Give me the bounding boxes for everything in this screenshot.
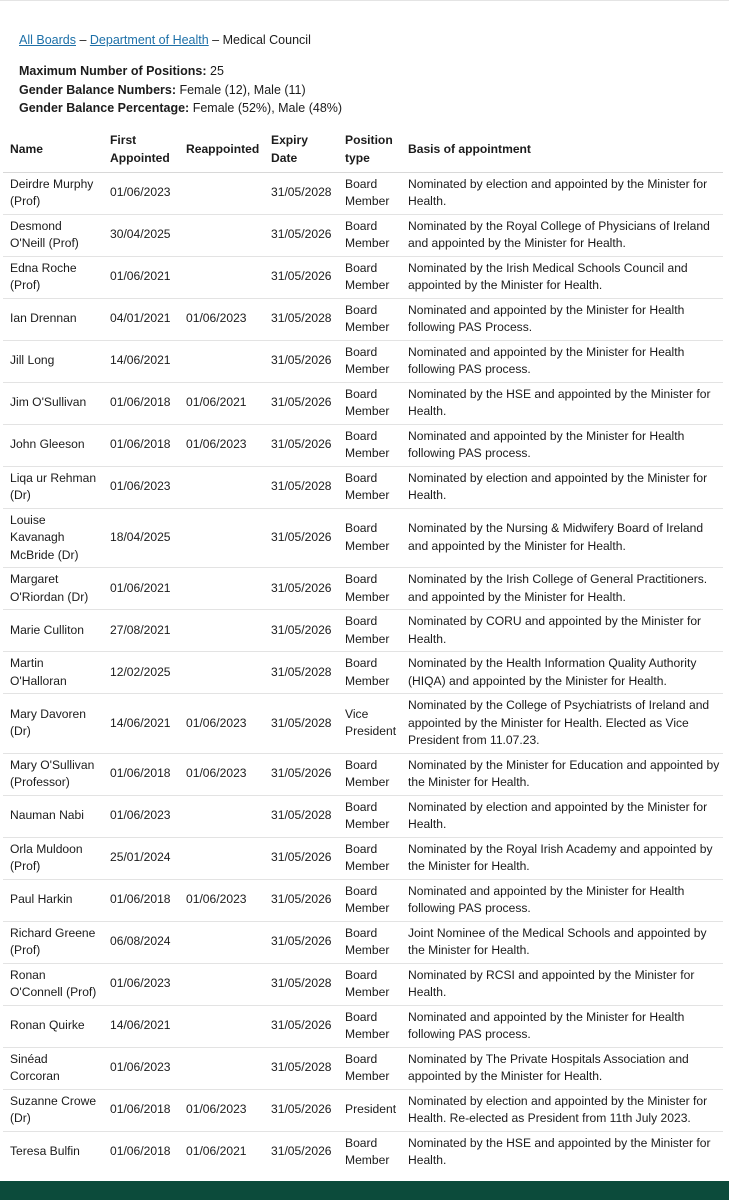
gender-numbers-value: Female (12), Male (11): [176, 82, 306, 97]
cell-first-appointed: 06/08/2024: [103, 921, 179, 963]
breadcrumb-separator: –: [75, 33, 90, 47]
cell-name: Martin O'Halloran: [3, 652, 103, 694]
cell-expiry: 31/05/2026: [264, 508, 338, 568]
cell-name: Sinéad Corcoran: [3, 1047, 103, 1089]
table-row: [3, 879, 723, 921]
cell-reappointed: 01/06/2023: [179, 1089, 264, 1131]
cell-name: Jill Long: [3, 340, 103, 382]
cell-reappointed: [179, 1047, 264, 1089]
cell-expiry: 31/05/2026: [264, 610, 338, 652]
cell-reappointed: [179, 652, 264, 694]
cell-basis: Nominated by the Health Information Quality Authority (HIQA) and appointed by the Minister for Health.: [401, 652, 723, 694]
table-row: [3, 837, 723, 879]
members-table: [3, 128, 723, 1173]
header-basis: Basis of appointment: [401, 128, 723, 172]
cell-expiry: 31/05/2026: [264, 879, 338, 921]
cell-name: Jim O'Sullivan: [3, 382, 103, 424]
gender-percentage-label: Gender Balance Percentage:: [19, 101, 190, 115]
cell-basis: Nominated and appointed by the Minister for Health following PAS process.: [401, 879, 723, 921]
cell-first-appointed: 14/06/2021: [103, 1005, 179, 1047]
cell-name: Richard Greene (Prof): [3, 921, 103, 963]
cell-expiry: 31/05/2026: [264, 568, 338, 610]
cell-reappointed: 01/06/2023: [179, 694, 264, 754]
cell-basis: Nominated by election and appointed by the Minister for Health.: [401, 466, 723, 508]
header-first-appointed: First Appointed: [103, 128, 179, 172]
cell-expiry: 31/05/2028: [264, 298, 338, 340]
table-row: [3, 652, 723, 694]
cell-expiry: 31/05/2026: [264, 424, 338, 466]
breadcrumb: [19, 32, 311, 48]
cell-first-appointed: 01/06/2018: [103, 1089, 179, 1131]
cell-expiry: 31/05/2026: [264, 214, 338, 256]
breadcrumb-separator: –: [208, 33, 223, 47]
table-row: [3, 424, 723, 466]
cell-expiry: 31/05/2026: [264, 753, 338, 795]
table-row: [3, 921, 723, 963]
cell-name: Suzanne Crowe (Dr): [3, 1089, 103, 1131]
cell-reappointed: 01/06/2023: [179, 298, 264, 340]
breadcrumb-current: Medical Council: [222, 33, 311, 47]
gender-numbers-label: Gender Balance Numbers:: [19, 82, 176, 97]
table-row: [3, 466, 723, 508]
cell-position: Board Member: [338, 382, 401, 424]
breadcrumb-link-all-boards[interactable]: All Boards: [19, 33, 76, 47]
cell-basis: Nominated by the College of Psychiatrists of Ireland and appointed by the Minister for Health. Elected as Vice President from 11.07.23.: [401, 694, 723, 754]
table-row: [3, 1005, 723, 1047]
cell-name: Desmond O'Neill (Prof): [3, 214, 103, 256]
cell-expiry: 31/05/2026: [264, 1005, 338, 1047]
table-row: [3, 172, 723, 214]
cell-reappointed: 01/06/2023: [179, 753, 264, 795]
cell-first-appointed: 01/06/2023: [103, 795, 179, 837]
cell-name: Mary Davoren (Dr): [3, 694, 103, 754]
table-header-row: [3, 128, 723, 172]
table-row: [3, 1047, 723, 1089]
header-reappointed: Reappointed: [179, 128, 264, 172]
cell-reappointed: [179, 1005, 264, 1047]
cell-name: Marie Culliton: [3, 610, 103, 652]
cell-name: Edna Roche (Prof): [3, 256, 103, 298]
cell-first-appointed: 27/08/2021: [103, 610, 179, 652]
cell-reappointed: [179, 340, 264, 382]
cell-first-appointed: 01/06/2023: [103, 466, 179, 508]
cell-name: Louise Kavanagh McBride (Dr): [3, 508, 103, 568]
footer-bar: [0, 1181, 729, 1200]
cell-basis: Nominated by the Nursing & Midwifery Board of Ireland and appointed by the Minister for Health.: [401, 508, 723, 568]
cell-expiry: 31/05/2026: [264, 256, 338, 298]
cell-expiry: 31/05/2028: [264, 466, 338, 508]
cell-position: Board Member: [338, 652, 401, 694]
cell-expiry: 31/05/2026: [264, 382, 338, 424]
cell-expiry: 31/05/2028: [264, 172, 338, 214]
cell-expiry: 31/05/2028: [264, 652, 338, 694]
table-row: [3, 508, 723, 568]
cell-expiry: 31/05/2028: [264, 963, 338, 1005]
table-row: [3, 610, 723, 652]
cell-reappointed: [179, 172, 264, 214]
cell-basis: Nominated by RCSI and appointed by the Minister for Health.: [401, 963, 723, 1005]
table-row: [3, 753, 723, 795]
table-row: [3, 795, 723, 837]
header-expiry-date: Expiry Date: [264, 128, 338, 172]
cell-reappointed: 01/06/2021: [179, 382, 264, 424]
max-positions-value: 25: [206, 64, 224, 78]
cell-position: Board Member: [338, 1047, 401, 1089]
cell-reappointed: [179, 256, 264, 298]
cell-first-appointed: 01/06/2021: [103, 568, 179, 610]
cell-basis: Nominated by the Royal Irish Academy and appointed by the Minister for Health.: [401, 837, 723, 879]
cell-reappointed: [179, 466, 264, 508]
cell-basis: Nominated and appointed by the Minister for Health following PAS Process.: [401, 298, 723, 340]
cell-name: Ronan Quirke: [3, 1005, 103, 1047]
cell-position: Vice President: [338, 694, 401, 754]
cell-first-appointed: 18/04/2025: [103, 508, 179, 568]
max-positions-label: Maximum Number of Positions:: [19, 64, 207, 78]
cell-name: Teresa Bulfin: [3, 1131, 103, 1173]
cell-reappointed: [179, 963, 264, 1005]
cell-basis: Nominated by the Irish Medical Schools Council and appointed by the Minister for Health.: [401, 256, 723, 298]
cell-reappointed: [179, 921, 264, 963]
cell-basis: Nominated and appointed by the Minister for Health following PAS process.: [401, 1005, 723, 1047]
cell-position: Board Member: [338, 753, 401, 795]
table-row: [3, 568, 723, 610]
table-row: [3, 694, 723, 754]
table-row: [3, 963, 723, 1005]
cell-first-appointed: 01/06/2018: [103, 1131, 179, 1173]
cell-expiry: 31/05/2026: [264, 921, 338, 963]
cell-position: Board Member: [338, 340, 401, 382]
table-row: [3, 382, 723, 424]
cell-first-appointed: 01/06/2018: [103, 753, 179, 795]
cell-position: Board Member: [338, 795, 401, 837]
cell-first-appointed: 14/06/2021: [103, 340, 179, 382]
cell-name: Paul Harkin: [3, 879, 103, 921]
cell-position: Board Member: [338, 256, 401, 298]
cell-position: Board Member: [338, 1005, 401, 1047]
cell-position: Board Member: [338, 921, 401, 963]
cell-name: John Gleeson: [3, 424, 103, 466]
cell-position: Board Member: [338, 610, 401, 652]
cell-basis: Nominated by CORU and appointed by the Minister for Health.: [401, 610, 723, 652]
cell-basis: Joint Nominee of the Medical Schools and appointed by the Minister for Health.: [401, 921, 723, 963]
cell-basis: Nominated and appointed by the Minister for Health following PAS process.: [401, 340, 723, 382]
cell-first-appointed: 01/06/2023: [103, 1047, 179, 1089]
cell-name: Margaret O'Riordan (Dr): [3, 568, 103, 610]
max-positions: [19, 62, 342, 81]
cell-reappointed: [179, 508, 264, 568]
cell-first-appointed: 14/06/2021: [103, 694, 179, 754]
cell-first-appointed: 01/06/2023: [103, 963, 179, 1005]
cell-name: Ian Drennan: [3, 298, 103, 340]
cell-expiry: 31/05/2026: [264, 837, 338, 879]
cell-first-appointed: 01/06/2023: [103, 172, 179, 214]
gender-balance-percentage: [19, 99, 342, 118]
table-row: [3, 214, 723, 256]
cell-reappointed: [179, 214, 264, 256]
table-row: [3, 1089, 723, 1131]
cell-first-appointed: 04/01/2021: [103, 298, 179, 340]
cell-basis: Nominated by The Private Hospitals Association and appointed by the Minister for Health.: [401, 1047, 723, 1089]
cell-position: Board Member: [338, 837, 401, 879]
cell-basis: Nominated by election and appointed by the Minister for Health.: [401, 172, 723, 214]
cell-position: Board Member: [338, 466, 401, 508]
cell-reappointed: 01/06/2021: [179, 1131, 264, 1173]
table-row: [3, 1131, 723, 1173]
cell-expiry: 31/05/2028: [264, 694, 338, 754]
cell-basis: Nominated by the HSE and appointed by the Minister for Health.: [401, 1131, 723, 1173]
cell-first-appointed: 01/06/2018: [103, 424, 179, 466]
cell-expiry: 31/05/2028: [264, 795, 338, 837]
cell-expiry: 31/05/2026: [264, 1131, 338, 1173]
cell-position: President: [338, 1089, 401, 1131]
table-row: [3, 340, 723, 382]
gender-percentage-value: Female (52%), Male (48%): [189, 101, 343, 115]
cell-expiry: 31/05/2026: [264, 340, 338, 382]
cell-first-appointed: 25/01/2024: [103, 837, 179, 879]
cell-position: Board Member: [338, 1131, 401, 1173]
cell-position: Board Member: [338, 879, 401, 921]
cell-basis: Nominated by election and appointed by the Minister for Health. Re-elected as President from 11th July 2023.: [401, 1089, 723, 1131]
cell-name: Mary O'Sullivan (Professor): [3, 753, 103, 795]
header-position-type: Position type: [338, 128, 401, 172]
cell-basis: Nominated by election and appointed by the Minister for Health.: [401, 795, 723, 837]
cell-first-appointed: 01/06/2021: [103, 256, 179, 298]
breadcrumb-link-department[interactable]: Department of Health: [89, 33, 209, 47]
cell-basis: Nominated by the Royal College of Physicians of Ireland and appointed by the Minister for Health.: [401, 214, 723, 256]
cell-reappointed: 01/06/2023: [179, 424, 264, 466]
cell-name: Ronan O'Connell (Prof): [3, 963, 103, 1005]
cell-basis: Nominated and appointed by the Minister for Health following PAS process.: [401, 424, 723, 466]
cell-position: Board Member: [338, 963, 401, 1005]
cell-position: Board Member: [338, 508, 401, 568]
cell-reappointed: 01/06/2023: [179, 879, 264, 921]
gender-balance-numbers: [19, 81, 342, 100]
cell-position: Board Member: [338, 172, 401, 214]
cell-position: Board Member: [338, 214, 401, 256]
cell-name: Orla Muldoon (Prof): [3, 837, 103, 879]
cell-first-appointed: 12/02/2025: [103, 652, 179, 694]
cell-name: Nauman Nabi: [3, 795, 103, 837]
cell-reappointed: [179, 568, 264, 610]
cell-position: Board Member: [338, 298, 401, 340]
cell-expiry: 31/05/2026: [264, 1089, 338, 1131]
cell-basis: Nominated by the HSE and appointed by the Minister for Health.: [401, 382, 723, 424]
cell-reappointed: [179, 795, 264, 837]
cell-name: Deirdre Murphy (Prof): [3, 172, 103, 214]
table-row: [3, 298, 723, 340]
cell-name: Liqa ur Rehman (Dr): [3, 466, 103, 508]
cell-position: Board Member: [338, 568, 401, 610]
cell-basis: Nominated by the Minister for Education and appointed by the Minister for Health.: [401, 753, 723, 795]
board-summary: [19, 62, 342, 118]
cell-expiry: 31/05/2028: [264, 1047, 338, 1089]
table-row: [3, 256, 723, 298]
cell-first-appointed: 30/04/2025: [103, 214, 179, 256]
cell-reappointed: [179, 610, 264, 652]
cell-first-appointed: 01/06/2018: [103, 879, 179, 921]
cell-first-appointed: 01/06/2018: [103, 382, 179, 424]
top-divider: [0, 0, 729, 1]
cell-position: Board Member: [338, 424, 401, 466]
cell-basis: Nominated by the Irish College of General Practitioners. and appointed by the Minister for Health.: [401, 568, 723, 610]
header-name: Name: [3, 128, 103, 172]
cell-reappointed: [179, 837, 264, 879]
